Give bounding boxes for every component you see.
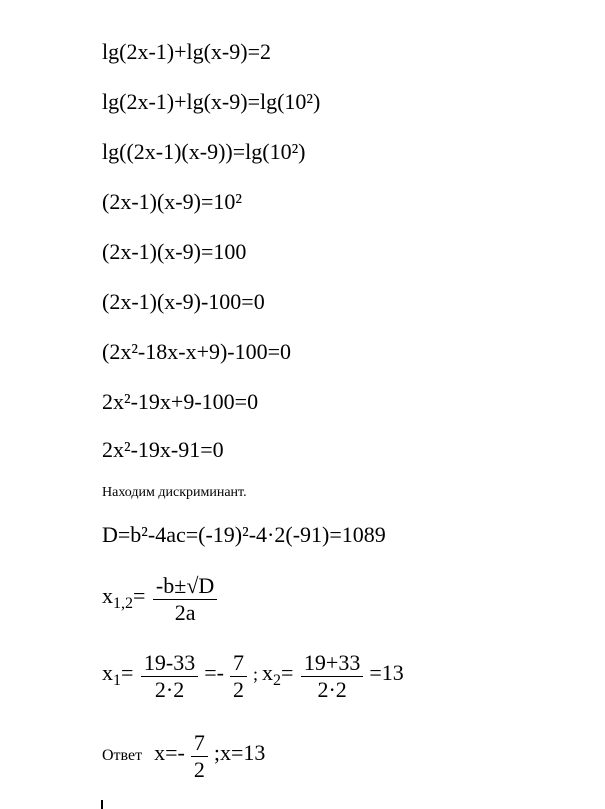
roots-eq: = <box>133 583 146 609</box>
discriminant-heading: Находим дискриминант. <box>102 485 247 500</box>
x1-var: x <box>102 660 113 686</box>
equation-line-9: 2x²-19x-91=0 <box>102 437 224 462</box>
roots-values <box>102 650 404 703</box>
answer-rest: ;x=13 <box>213 740 266 766</box>
roots-fraction <box>153 573 217 626</box>
equation-line-6: (2x-1)(x-9)-100=0 <box>102 289 265 314</box>
answer-fraction <box>191 730 208 783</box>
roots-formula <box>102 573 219 626</box>
equation-line-7: (2x²-18x-x+9)-100=0 <box>102 339 292 364</box>
equation-line-1: lg(2x-1)+lg(x-9)=2 <box>102 39 271 64</box>
discriminant-equation: D=b²-4ac=(-19)²-4·2(-91)=1089 <box>102 522 386 547</box>
x1-sub: 1 <box>113 672 121 690</box>
answer-line <box>102 730 265 783</box>
x2-sub: 2 <box>273 672 281 690</box>
x1-numerator: 19-33 <box>141 650 198 677</box>
answer-denominator: 2 <box>193 757 205 782</box>
roots-denominator: 2a <box>174 600 196 625</box>
equation-line-4: (2x-1)(x-9)=10² <box>102 189 242 214</box>
equation-line-3: lg((2x-1)(x-9))=lg(10²) <box>102 139 306 164</box>
roots-lhs: x <box>102 583 113 609</box>
answer-numerator: 7 <box>191 730 208 757</box>
x2-result: =13 <box>369 660 404 686</box>
x2-numerator: 19+33 <box>301 650 363 677</box>
x1-simplified-numerator: 7 <box>230 650 247 677</box>
equation-line-2: lg(2x-1)+lg(x-9)=lg(10²) <box>102 89 321 114</box>
x2-fraction <box>301 650 363 703</box>
answer-x-eq: x=- <box>154 740 185 766</box>
equation-line-8: 2x²-19x+9-100=0 <box>102 389 259 414</box>
x1-fraction <box>141 650 198 703</box>
x1-eq2: =- <box>204 660 224 686</box>
roots-lhs-sub: 1,2 <box>113 595 133 613</box>
x2-denominator: 2·2 <box>317 677 347 702</box>
x1-simplified-denominator: 2 <box>232 677 244 702</box>
equation-line-5: (2x-1)(x-9)=100 <box>102 239 247 264</box>
x1-denominator: 2·2 <box>154 677 185 702</box>
x2-var: x <box>262 660 273 686</box>
roots-separator: ; <box>252 664 258 685</box>
roots-numerator: -b±√D <box>153 573 217 600</box>
x1-eq: = <box>121 660 134 686</box>
answer-label: Ответ <box>102 747 143 765</box>
x1-simplified-fraction <box>230 650 247 703</box>
x2-eq: = <box>281 660 294 686</box>
text-cursor[interactable] <box>101 800 103 809</box>
